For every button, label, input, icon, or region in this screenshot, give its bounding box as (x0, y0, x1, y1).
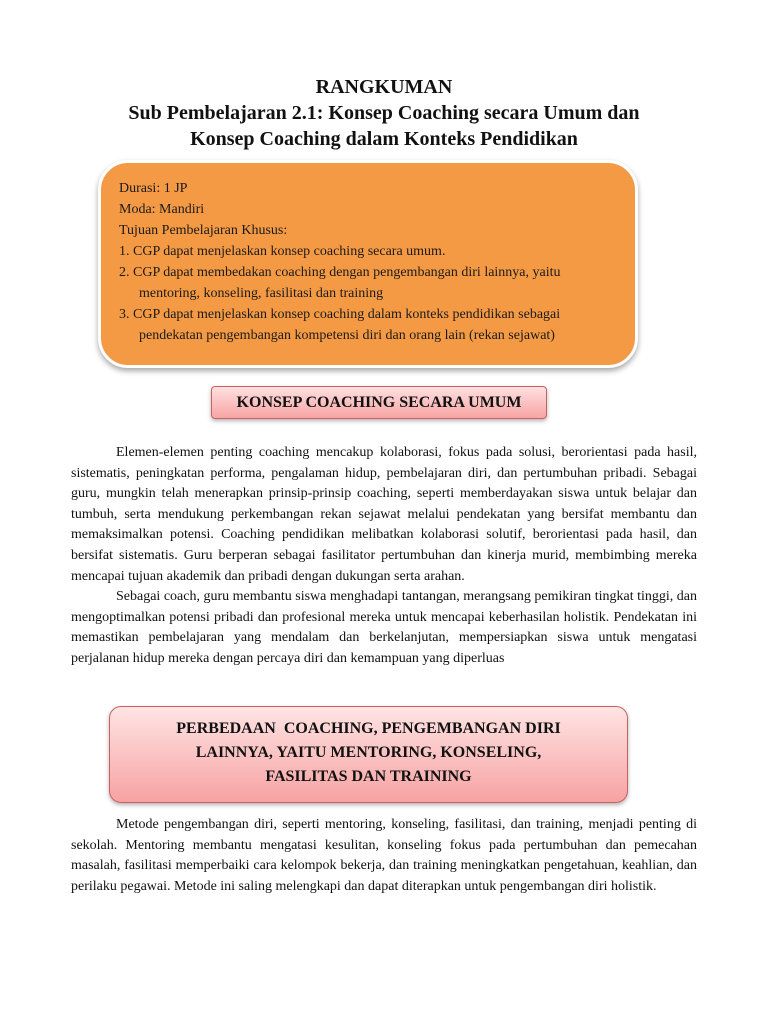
objective-item: 2. CGP dapat membedakan coaching dengan pengembangan diri lainnya, yaitu mentoring, konseling, fasilitasi dan training (119, 265, 561, 301)
section-heading-coaching: KONSEP COACHING SECARA UMUM (211, 386, 547, 419)
section-heading-line: LAINNYA, YAITU MENTORING, KONSELING, (195, 744, 542, 761)
page-subtitle-line-1: Sub Pembelajaran 2.1: Konsep Coaching secara Umum dan (128, 102, 640, 124)
paragraph: Elemen-elemen penting coaching mencakup kolaborasi, fokus pada solusi, berorientasi pada hasil, sistematis, peningkatan performa, pengalaman hidup, pembelajaran diri, dan pertumbuhan pribadi. Sebagai guru, mungkin telah menerapkan prinsip-prinsip coaching, seperti memberdayakan siswa untuk belajar dan tumbuh, serta mendukung perkembangan rekan sejawat melalui pendekatan yang bersifat membantu dan memaksimalkan potensi. Coaching pendidikan melibatkan kolaborasi solutif, berorientasi pada hasil, dan bersifat sistematis. Guru berperan sebagai fasilitator pertumbuhan dan kinerja murid, membimbing mereka mencapai tujuan akademik dan pribadi dengan dukungan serta arahan. (71, 445, 697, 584)
info-box (98, 160, 638, 368)
section-heading-differences (109, 706, 628, 803)
duration-text: Durasi: 1 JP (119, 181, 188, 196)
section-heading-line: PERBEDAAN COACHING, PENGEMBANGAN DIRI (176, 720, 561, 737)
mode-text: Moda: Mandiri (119, 202, 205, 217)
section-body-differences (71, 815, 697, 897)
objective-item: 1. CGP dapat menjelaskan konsep coaching secara umum. (119, 244, 446, 259)
paragraph: Metode pengembangan diri, seperti mentoring, konseling, fasilitasi, dan training, menjadi penting di sekolah. Mentoring membantu mengatasi kesulitan, konseling fokus pada pertumbuhan dan pemecahan masalah, fasilitasi memperbaiki cara kelompok bekerja, dan training meningkatkan pengetahuan, keahlian, dan perilaku pegawai. Metode ini saling melengkapi dan dapat diterapkan untuk pengembangan diri holistik. (71, 817, 697, 894)
page-subtitle-line-2: Konsep Coaching dalam Konteks Pendidikan (190, 128, 578, 150)
objectives-label: Tujuan Pembelajaran Khusus: (119, 223, 288, 238)
objective-item: 3. CGP dapat menjelaskan konsep coaching dalam konteks pendidikan sebagai pendekatan pengembangan kompetensi diri dan orang lain (rekan sejawat) (119, 307, 561, 343)
paragraph: Sebagai coach, guru membantu siswa menghadapi tantangan, merangsang pemikiran tingkat tinggi, dan mengoptimalkan potensi pribadi dan profesional mereka untuk mencapai keberhasilan holistik. Pendekatan ini memastikan pembelajaran yang mendalam dan berkelanjutan, mempersiapkan siswa untuk mengatasi perjalanan hidup mereka dengan percaya diri dan kemampuan yang diperluas (71, 589, 697, 666)
section-heading-line: FASILITAS DAN TRAINING (265, 768, 472, 785)
section-body-coaching (71, 443, 697, 670)
document-header (60, 74, 708, 152)
page-title: RANGKUMAN (315, 76, 453, 98)
